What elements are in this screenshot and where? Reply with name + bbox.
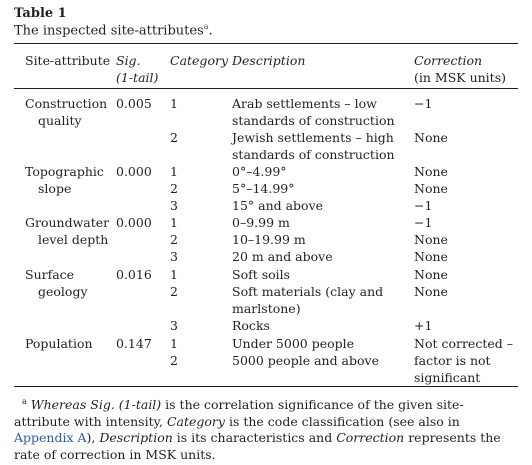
desc-line1: Soft materials (clay and (232, 284, 384, 299)
row-groundwater-attribute (25, 214, 109, 248)
corr-line2: factor is not (414, 353, 491, 368)
row-surface-desc3: Rocks (232, 318, 270, 333)
row-topographic-sig: 0.000 (116, 164, 152, 179)
fn-p9: represents the rate of correction in MSK units. (14, 430, 501, 462)
row-surface-desc1: Soft soils (232, 267, 291, 282)
row-construction-desc2 (232, 129, 395, 163)
table-footnote (14, 394, 518, 463)
row-population-cat1: 1 (170, 336, 178, 351)
row-groundwater-corr1: −1 (414, 215, 433, 230)
caption-title-text: The inspected site-attributes (14, 23, 204, 39)
row-construction-cat2: 2 (170, 130, 178, 145)
fn-p5: ), (86, 430, 100, 446)
attr-line2: level depth (38, 232, 109, 247)
row-groundwater-corr2: None (414, 232, 448, 247)
row-surface-corr3: +1 (414, 318, 433, 333)
attr-line1: Groundwater (25, 215, 110, 230)
row-surface-corr1: None (414, 267, 448, 282)
attr-line1: Construction (25, 96, 108, 111)
bottom-rule (14, 386, 518, 387)
desc-line1: Jewish settlements – high (232, 130, 394, 145)
row-topographic-corr1: None (414, 164, 448, 179)
attr-line2: slope (38, 181, 72, 196)
row-construction-corr1: −1 (414, 96, 433, 111)
header-correction-line2: (in MSK units) (414, 70, 506, 85)
row-population-desc2: 5000 people and above (232, 353, 379, 368)
row-construction-sig: 0.005 (116, 96, 152, 111)
row-groundwater-cat3: 3 (170, 249, 178, 264)
row-topographic-cat3: 3 (170, 198, 178, 213)
header-description: Description (232, 53, 306, 68)
row-construction-desc1 (232, 95, 395, 129)
desc-line2: marlstone) (232, 301, 301, 316)
fn-p3: Category (166, 413, 225, 429)
attr-line1: Surface (25, 267, 75, 282)
header-sig (116, 52, 158, 86)
desc-line1: Arab settlements – low (232, 96, 377, 111)
header-sig-line2: (1-tail) (116, 70, 159, 85)
footnote-mark: a (22, 397, 27, 406)
desc-line2: standards of construction (232, 113, 395, 128)
attr-line2: quality (38, 113, 82, 128)
row-topographic-desc1: 0°–4.99° (232, 164, 287, 179)
footnote-ref-link[interactable]: a (203, 22, 209, 31)
row-construction-cat1: 1 (170, 96, 178, 111)
fn-p1: Whereas Sig. (1-tail) (30, 397, 162, 413)
row-groundwater-desc2: 10–19.99 m (232, 232, 306, 247)
top-rule (14, 43, 518, 44)
row-groundwater-cat1: 1 (170, 215, 178, 230)
header-sig-line1: Sig. (116, 53, 141, 68)
row-groundwater-desc1: 0–9.99 m (232, 215, 290, 230)
row-surface-cat3: 3 (170, 318, 178, 333)
header-rule (14, 88, 518, 89)
row-construction-attribute (25, 95, 107, 129)
fn-p2: is the correlation significance of the given site-attribute with intensity, (14, 397, 464, 429)
row-topographic-desc3: 15° and above (232, 198, 324, 213)
row-surface-attribute (25, 266, 88, 300)
row-surface-sig: 0.016 (116, 267, 152, 282)
row-surface-corr2: None (414, 284, 448, 299)
fn-p4: is the code classification (see also in (224, 413, 460, 429)
appendix-a-link[interactable]: Appendix A (14, 430, 87, 446)
row-population-desc1: Under 5000 people (232, 336, 355, 351)
desc-line2: standards of construction (232, 147, 395, 162)
row-construction-corr2: None (414, 130, 448, 145)
row-topographic-cat1: 1 (170, 164, 178, 179)
table-caption-label: Table 1 (14, 6, 67, 21)
corr-line1: Not corrected – (414, 336, 513, 351)
row-population-cat2: 2 (170, 353, 178, 368)
attr-line1: Topographic (25, 164, 104, 179)
fn-p7: is its characteristics and (172, 430, 337, 446)
row-groundwater-sig: 0.000 (116, 215, 152, 230)
row-population-corr1 (414, 335, 513, 386)
row-groundwater-desc3: 20 m and above (232, 249, 333, 264)
row-surface-cat2: 2 (170, 284, 178, 299)
row-topographic-corr3: −1 (414, 198, 433, 213)
row-topographic-attribute (25, 163, 104, 197)
row-surface-cat1: 1 (170, 267, 178, 282)
header-correction-line1: Correction (414, 53, 483, 68)
attr-line2: geology (38, 284, 88, 299)
header-correction (414, 52, 506, 86)
row-topographic-cat2: 2 (170, 181, 178, 196)
row-groundwater-corr3: None (414, 249, 448, 264)
row-groundwater-cat2: 2 (170, 232, 178, 247)
row-topographic-corr2: None (414, 181, 448, 196)
row-surface-desc2 (232, 283, 383, 317)
fn-p6: Description (99, 430, 173, 446)
header-category: Category (170, 53, 229, 68)
row-population-attribute: Population (25, 336, 93, 351)
row-population-sig: 0.147 (116, 336, 152, 351)
corr-line3: significant (414, 370, 481, 385)
fn-p8: Correction (336, 430, 405, 446)
header-site-attribute: Site-attribute (25, 53, 111, 68)
row-topographic-desc2: 5°–14.99° (232, 181, 295, 196)
table-caption-title: The inspected site-attributes$^a$. (14, 22, 213, 39)
